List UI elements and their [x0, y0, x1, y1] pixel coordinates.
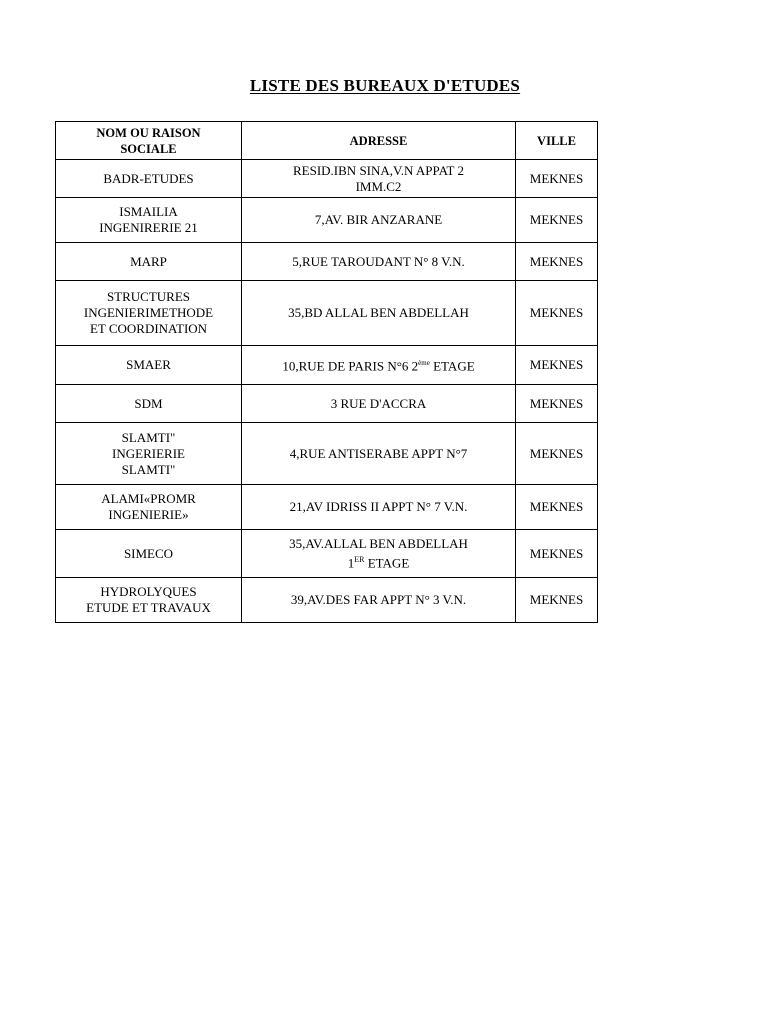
cell-ville: MEKNES	[516, 485, 598, 530]
adresse-line-2	[246, 552, 511, 571]
cell-adresse	[242, 346, 516, 385]
table-row	[56, 385, 598, 423]
cell-ville: MEKNES	[516, 346, 598, 385]
cell-ville: MEKNES	[516, 530, 598, 578]
adresse-text: 1	[347, 555, 355, 571]
table-row	[56, 160, 598, 198]
header-adresse: ADRESSE	[242, 122, 516, 160]
table-row	[56, 423, 598, 485]
bureaux-table	[55, 121, 598, 623]
adresse-text-end: ETAGE	[429, 358, 475, 374]
cell-nom: ISMAILIA INGENIRERIE 21	[56, 198, 242, 243]
cell-nom: HYDROLYQUES ETUDE ET TRAVAUX	[56, 578, 242, 623]
cell-adresse: 5,RUE TAROUDANT N° 8 V.N.	[242, 243, 516, 281]
header-ville: VILLE	[516, 122, 598, 160]
table-row	[56, 530, 598, 578]
cell-adresse: 7,AV. BIR ANZARANE	[242, 198, 516, 243]
adresse-text-end: ETAGE	[364, 555, 410, 571]
cell-nom: BADR-ETUDES	[56, 160, 242, 198]
cell-nom: SIMECO	[56, 530, 242, 578]
table-row	[56, 243, 598, 281]
adresse-superscript: ER	[354, 554, 365, 564]
table-row	[56, 578, 598, 623]
table-row	[56, 346, 598, 385]
cell-adresse: 4,RUE ANTISERABE APPT N°7	[242, 423, 516, 485]
header-nom: NOM OU RAISON SOCIALE	[56, 122, 242, 160]
cell-ville: MEKNES	[516, 281, 598, 346]
table-row	[56, 281, 598, 346]
cell-ville: MEKNES	[516, 198, 598, 243]
adresse-superscript: ème	[418, 359, 430, 368]
cell-adresse	[242, 530, 516, 578]
cell-ville: MEKNES	[516, 160, 598, 198]
cell-nom: SDM	[56, 385, 242, 423]
cell-adresse: 35,BD ALLAL BEN ABDELLAH	[242, 281, 516, 346]
adresse-text: 10,RUE DE PARIS N°6 2	[282, 358, 419, 374]
cell-ville: MEKNES	[516, 385, 598, 423]
cell-ville: MEKNES	[516, 243, 598, 281]
adresse-line-1: 35,AV.ALLAL BEN ABDELLAH	[289, 535, 468, 551]
table-row	[56, 198, 598, 243]
table-row	[56, 485, 598, 530]
cell-nom: SLAMTI" INGERIERIE SLAMTI"	[56, 423, 242, 485]
cell-nom: MARP	[56, 243, 242, 281]
table-header-row	[56, 122, 598, 160]
page-title: LISTE DES BUREAUX D'ETUDES	[249, 76, 521, 95]
cell-ville: MEKNES	[516, 578, 598, 623]
cell-adresse: RESID.IBN SINA,V.N APPAT 2 IMM.C2	[242, 160, 516, 198]
cell-ville: MEKNES	[516, 423, 598, 485]
cell-nom: STRUCTURES INGENIERIMETHODE ET COORDINATION	[56, 281, 242, 346]
cell-nom: ALAMI«PROMR INGENIERIE»	[56, 485, 242, 530]
cell-adresse: 39,AV.DES FAR APPT N° 3 V.N.	[242, 578, 516, 623]
cell-nom: SMAER	[56, 346, 242, 385]
cell-adresse: 21,AV IDRISS II APPT N° 7 V.N.	[242, 485, 516, 530]
cell-adresse: 3 RUE D'ACCRA	[242, 385, 516, 423]
